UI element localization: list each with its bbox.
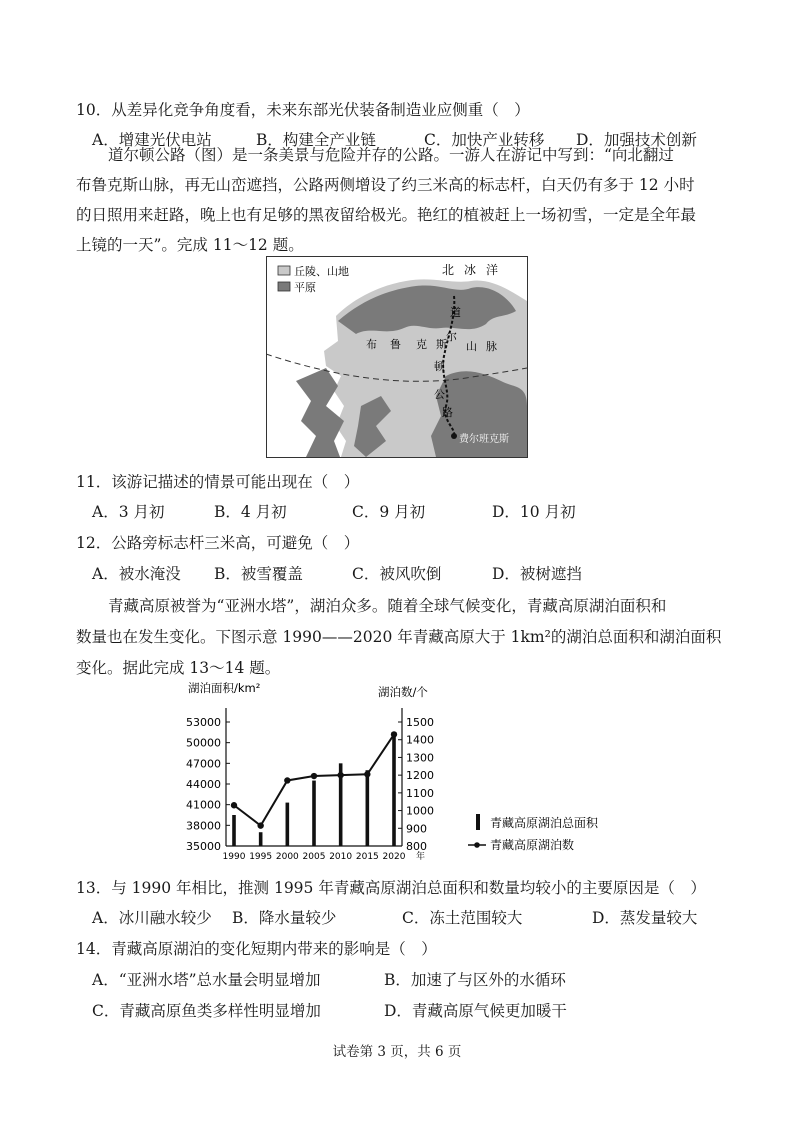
q13-stem: 13．与 1990 年相比，推测 1995 年青藏高原湖泊总面积和数量均较小的主要原因是（ ） bbox=[76, 879, 706, 897]
left-tick-label: 41000 bbox=[186, 798, 221, 812]
legend-line-marker bbox=[474, 842, 480, 848]
passage1-line1: 道尔顿公路（图）是一条美景与危险并存的公路。一游人在游记中写到：“向北翻过 bbox=[108, 146, 674, 164]
range-char-6: 脉 bbox=[486, 340, 497, 353]
legend-hill-swatch bbox=[278, 266, 290, 275]
q14-option-a: A．“亚洲水塔”总水量会明显增加 bbox=[92, 971, 321, 989]
lake-count-point bbox=[311, 773, 317, 779]
left-tick-label: 47000 bbox=[186, 757, 221, 771]
q10-option-a: A．增建光伏电站 bbox=[92, 131, 212, 149]
right-tick-label: 1500 bbox=[406, 716, 434, 729]
q14-option-b: B．加速了与区外的水循环 bbox=[384, 971, 566, 989]
range-char-1: 布 bbox=[366, 338, 377, 351]
lake-count-point bbox=[364, 771, 370, 777]
area-bar bbox=[259, 832, 263, 846]
q13-option-a: A．冰川融水较少 bbox=[92, 909, 212, 927]
legend-bar-swatch bbox=[476, 814, 480, 830]
lake-count-point bbox=[231, 802, 237, 808]
q13-option-c: C．冻土范围较大 bbox=[402, 909, 523, 927]
area-bar bbox=[312, 781, 316, 846]
legend-plain-label: 平原 bbox=[294, 281, 316, 294]
x-tick-label: 2015 bbox=[355, 852, 379, 862]
road-char-3: 顿 bbox=[434, 360, 445, 373]
range-char-4: 斯 bbox=[436, 338, 447, 351]
passage2-line1: 青藏高原被誉为“亚洲水塔”，湖泊众多。随着全球气候变化，青藏高原湖泊面积和 bbox=[108, 597, 667, 615]
q11-option-c: C．9 月初 bbox=[352, 503, 426, 521]
q11-option-d: D．10 月初 bbox=[492, 503, 576, 521]
q11-stem: 11．该游记描述的情景可能出现在（ ） bbox=[76, 473, 360, 491]
x-tick-label: 2020 bbox=[382, 852, 406, 862]
right-tick-label: 1100 bbox=[406, 786, 434, 800]
city-label: 费尔班克斯 bbox=[459, 434, 509, 445]
ocean-label: 北冰洋 bbox=[442, 263, 509, 277]
passage2-line2: 数量也在发生变化。下图示意 1990——2020 年青藏高原大于 1km²的湖泊总面积和湖泊面积 bbox=[76, 628, 722, 646]
left-axis-title: 湖泊面积/km² bbox=[188, 681, 261, 695]
passage1-line4: 上镜的一天”。完成 11～12 题。 bbox=[76, 236, 304, 254]
right-tick-label: 900 bbox=[406, 822, 427, 836]
q14-stem: 14．青藏高原湖泊的变化短期内带来的影响是（ ） bbox=[76, 940, 437, 958]
passage1-line3: 的日照用来赶路，晚上也有足够的黑夜留给极光。艳红的植被赶上一场初雪，一定是全年最 bbox=[76, 206, 697, 224]
x-tick-label: 2010 bbox=[329, 852, 353, 862]
right-tick-label: 1400 bbox=[406, 733, 434, 747]
x-tick-label: 1995 bbox=[249, 852, 273, 862]
legend-hill-label: 丘陵、山地 bbox=[294, 265, 349, 278]
x-tick-label: 1990 bbox=[222, 852, 246, 862]
dalton-highway-map bbox=[266, 256, 528, 458]
lake-chart bbox=[176, 676, 636, 870]
legend-line-label: 青藏高原湖泊数 bbox=[490, 838, 575, 852]
area-bar bbox=[286, 803, 290, 846]
q13-option-d: D．蒸发量较大 bbox=[592, 909, 698, 927]
q13-option-b: B．降水量较少 bbox=[232, 909, 337, 927]
left-tick-label: 38000 bbox=[186, 819, 221, 833]
q12-option-b: B．被雪覆盖 bbox=[214, 565, 303, 583]
left-tick-label: 35000 bbox=[186, 840, 221, 853]
road-char-5: 路 bbox=[442, 406, 453, 419]
lake-count-point bbox=[337, 772, 343, 778]
right-tick-label: 1200 bbox=[406, 769, 434, 783]
road-char-1: 道 bbox=[450, 306, 461, 319]
left-tick-label: 53000 bbox=[186, 716, 221, 729]
range-char-5: 山 bbox=[466, 340, 477, 353]
lake-count-point bbox=[391, 731, 397, 737]
q10-option-b: B．构建全产业链 bbox=[256, 131, 376, 149]
q11-option-b: B．4 月初 bbox=[214, 503, 287, 521]
lake-count-point bbox=[284, 777, 290, 783]
x-tick-label: 2000 bbox=[275, 852, 299, 862]
q12-option-d: D．被树遮挡 bbox=[492, 565, 582, 583]
passage1-line2: 布鲁克斯山脉，再无山峦遮挡，公路两侧增设了约三米高的标志杆，白天仍有多于 12 小时 bbox=[76, 176, 695, 194]
q12-stem: 12．公路旁标志杆三米高，可避免（ ） bbox=[76, 534, 360, 552]
passage2-line3: 变化。据此完成 13～14 题。 bbox=[76, 659, 281, 677]
road-char-2: 尔 bbox=[446, 330, 457, 343]
q14-option-c: C．青藏高原鱼类多样性明显增加 bbox=[92, 1002, 321, 1020]
left-tick-label: 44000 bbox=[186, 778, 221, 791]
range-char-3: 克 bbox=[416, 338, 427, 351]
area-bar bbox=[366, 770, 370, 846]
right-tick-label: 800 bbox=[406, 840, 427, 853]
area-bar bbox=[232, 815, 236, 846]
q11-option-a: A．3 月初 bbox=[92, 503, 165, 521]
road-char-4: 公 bbox=[434, 388, 445, 401]
right-tick-label: 1000 bbox=[406, 804, 434, 818]
left-tick-label: 50000 bbox=[186, 736, 221, 750]
q10-stem: 10．从差异化竞争角度看，未来东部光伏装备制造业应侧重（ ） bbox=[76, 101, 530, 119]
legend-bar-label: 青藏高原湖泊总面积 bbox=[490, 816, 599, 830]
x-tick-label: 2005 bbox=[302, 852, 326, 862]
q10-option-c: C．加快产业转移 bbox=[424, 131, 545, 149]
page-footer: 试卷第 3 页，共 6 页 bbox=[332, 1044, 462, 1060]
right-axis-title: 湖泊数/个 bbox=[378, 685, 428, 699]
range-char-2: 鲁 bbox=[390, 338, 401, 351]
fairbanks-point bbox=[451, 433, 457, 439]
legend-plain-swatch bbox=[278, 282, 290, 291]
right-tick-label: 1300 bbox=[406, 751, 434, 765]
q12-option-a: A．被水淹没 bbox=[92, 565, 181, 583]
area-bar bbox=[392, 732, 396, 846]
lake-count-point bbox=[257, 822, 263, 828]
q12-option-c: C．被风吹倒 bbox=[352, 565, 442, 583]
q10-option-d: D．加强技术创新 bbox=[576, 131, 697, 149]
q14-option-d: D．青藏高原气候更加暖干 bbox=[384, 1002, 567, 1020]
x-axis-unit: 年 bbox=[416, 852, 426, 862]
